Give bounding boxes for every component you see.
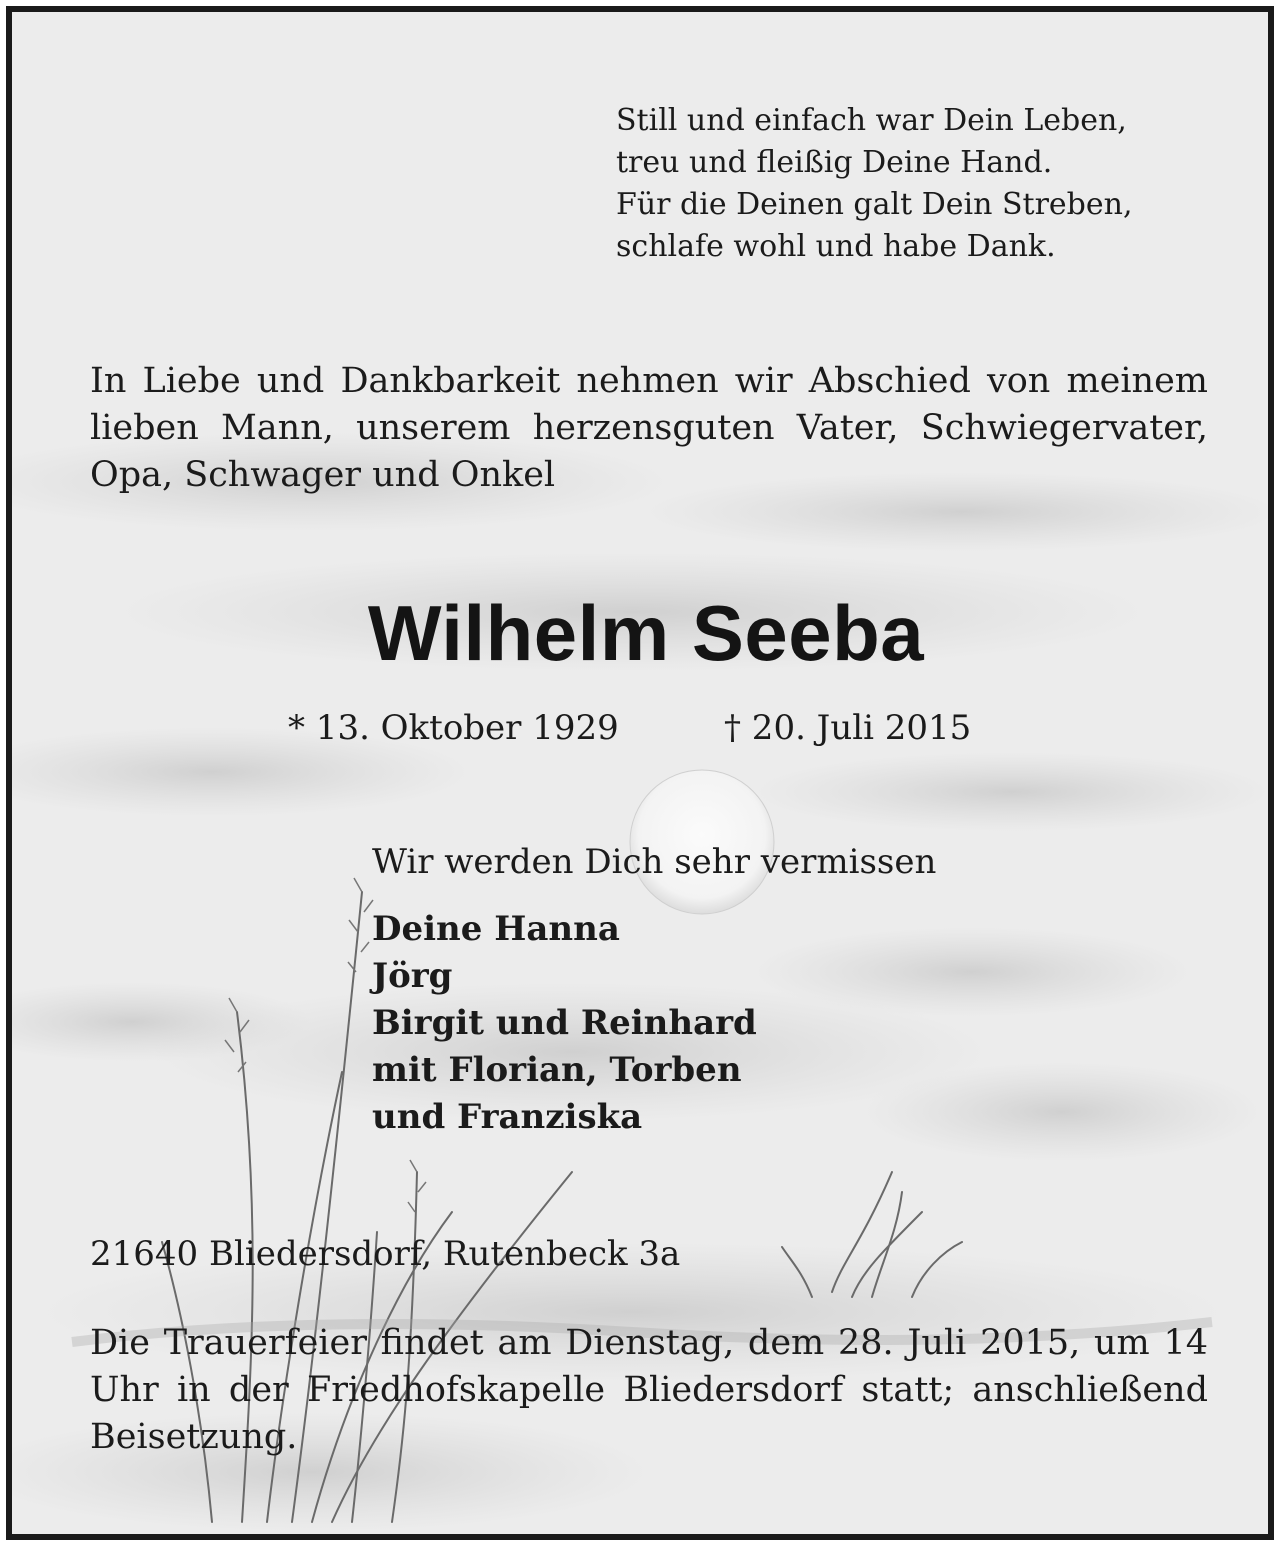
family-line: und Franziska [372, 1097, 643, 1137]
poem [616, 100, 1133, 268]
poem-line: treu und fleißig Deine Hand. [616, 145, 1053, 180]
poem-line: schlafe wohl und habe Dank. [616, 229, 1056, 264]
poem-line: Still und einfach war Dein Leben, [616, 103, 1127, 138]
family-line: Birgit und Reinhard [372, 1003, 757, 1043]
family-line: Deine Hanna [372, 909, 620, 949]
birth-date: * 13. Oktober 1929 [288, 708, 619, 748]
obituary-notice [6, 6, 1274, 1540]
family-line: mit Florian, Torben [372, 1050, 742, 1090]
deceased-name: Wilhelm Seeba [367, 589, 925, 677]
address: 21640 Bliedersdorf, Rutenbeck 3a [90, 1234, 681, 1274]
death-date: † 20. Juli 2015 [724, 708, 972, 748]
poem-line: Für die Deinen galt Dein Streben, [616, 187, 1133, 222]
intro-text: In Liebe und Dankbarkeit nehmen wir Abschied von meinem lieben Mann, unserem herzensguten Vater, Schwiegervater, Opa, Schwager und Onkel [90, 361, 1208, 495]
family-line: Jörg [372, 956, 453, 996]
farewell-line: Wir werden Dich sehr vermissen [372, 842, 937, 882]
family-signatures [372, 906, 757, 1141]
funeral-service-info: Die Trauerfeier findet am Dienstag, dem 28. Juli 2015, um 14 Uhr in der Friedhofskapelle Bliedersdorf statt; anschließend Beisetzung. [90, 1323, 1208, 1457]
